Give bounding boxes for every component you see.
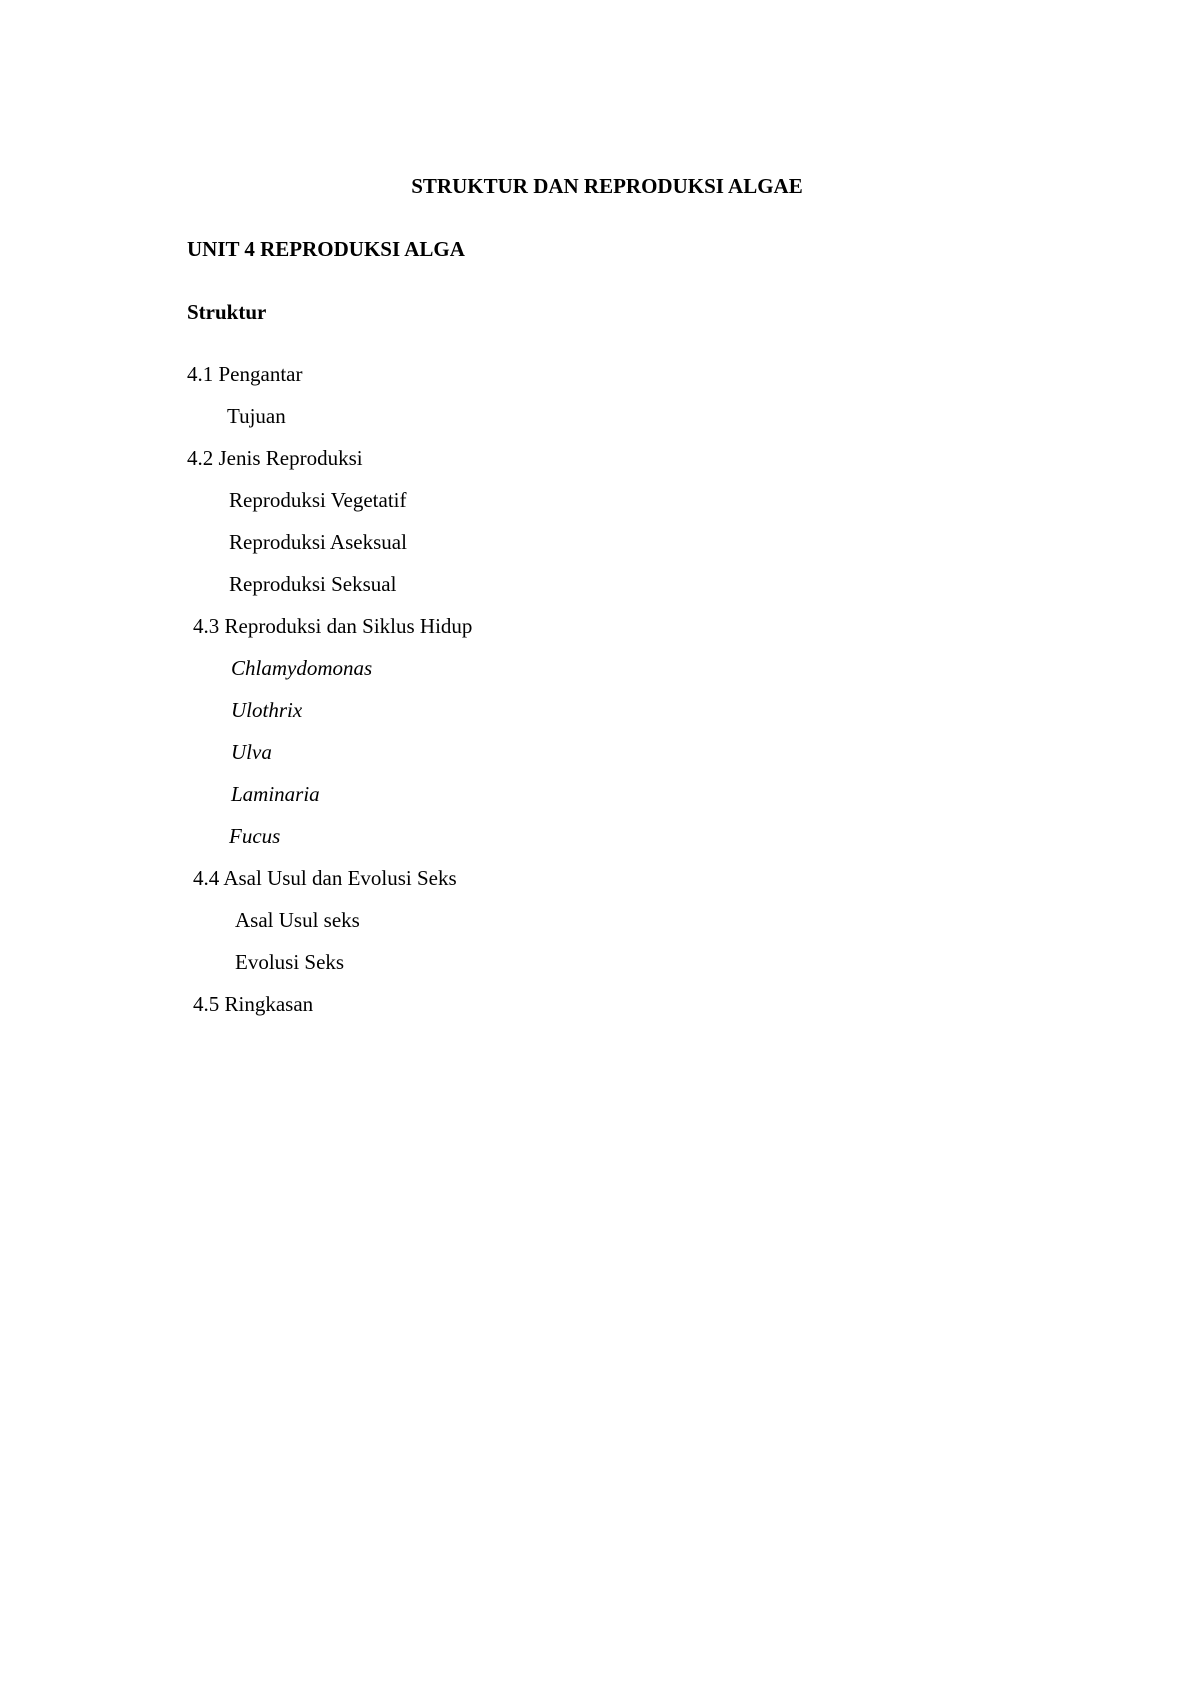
toc-subitem-seksual: Reproduksi Seksual — [229, 572, 397, 596]
toc-subitem-aseksual: Reproduksi Aseksual — [229, 530, 407, 554]
toc-subitem-ulothrix: Ulothrix — [231, 698, 303, 722]
toc-item-4-3: 4.3 Reproduksi dan Siklus Hidup — [193, 614, 473, 638]
toc-item-4-2: 4.2 Jenis Reproduksi — [187, 446, 363, 470]
toc-subitem-ulva: Ulva — [231, 740, 272, 764]
toc-item-4-1: 4.1 Pengantar — [187, 362, 303, 386]
toc-item-4-4: 4.4 Asal Usul dan Evolusi Seks — [193, 866, 457, 890]
toc-subitem-chlamydomonas: Chlamydomonas — [231, 656, 373, 680]
toc-subitem-fucus: Fucus — [229, 824, 281, 848]
toc-subitem-asal-usul: Asal Usul seks — [235, 908, 360, 932]
toc-subitem-evolusi: Evolusi Seks — [235, 950, 345, 974]
toc-subitem-tujuan: Tujuan — [227, 404, 286, 428]
toc-subitem-vegetatif: Reproduksi Vegetatif — [229, 488, 407, 512]
toc-item-4-5: 4.5 Ringkasan — [193, 992, 314, 1016]
toc-subitem-laminaria: Laminaria — [231, 782, 320, 806]
document-title: STRUKTUR DAN REPRODUKSI ALGAE — [411, 174, 803, 198]
section-heading: Struktur — [187, 300, 267, 324]
unit-heading: UNIT 4 REPRODUKSI ALGA — [187, 237, 465, 261]
